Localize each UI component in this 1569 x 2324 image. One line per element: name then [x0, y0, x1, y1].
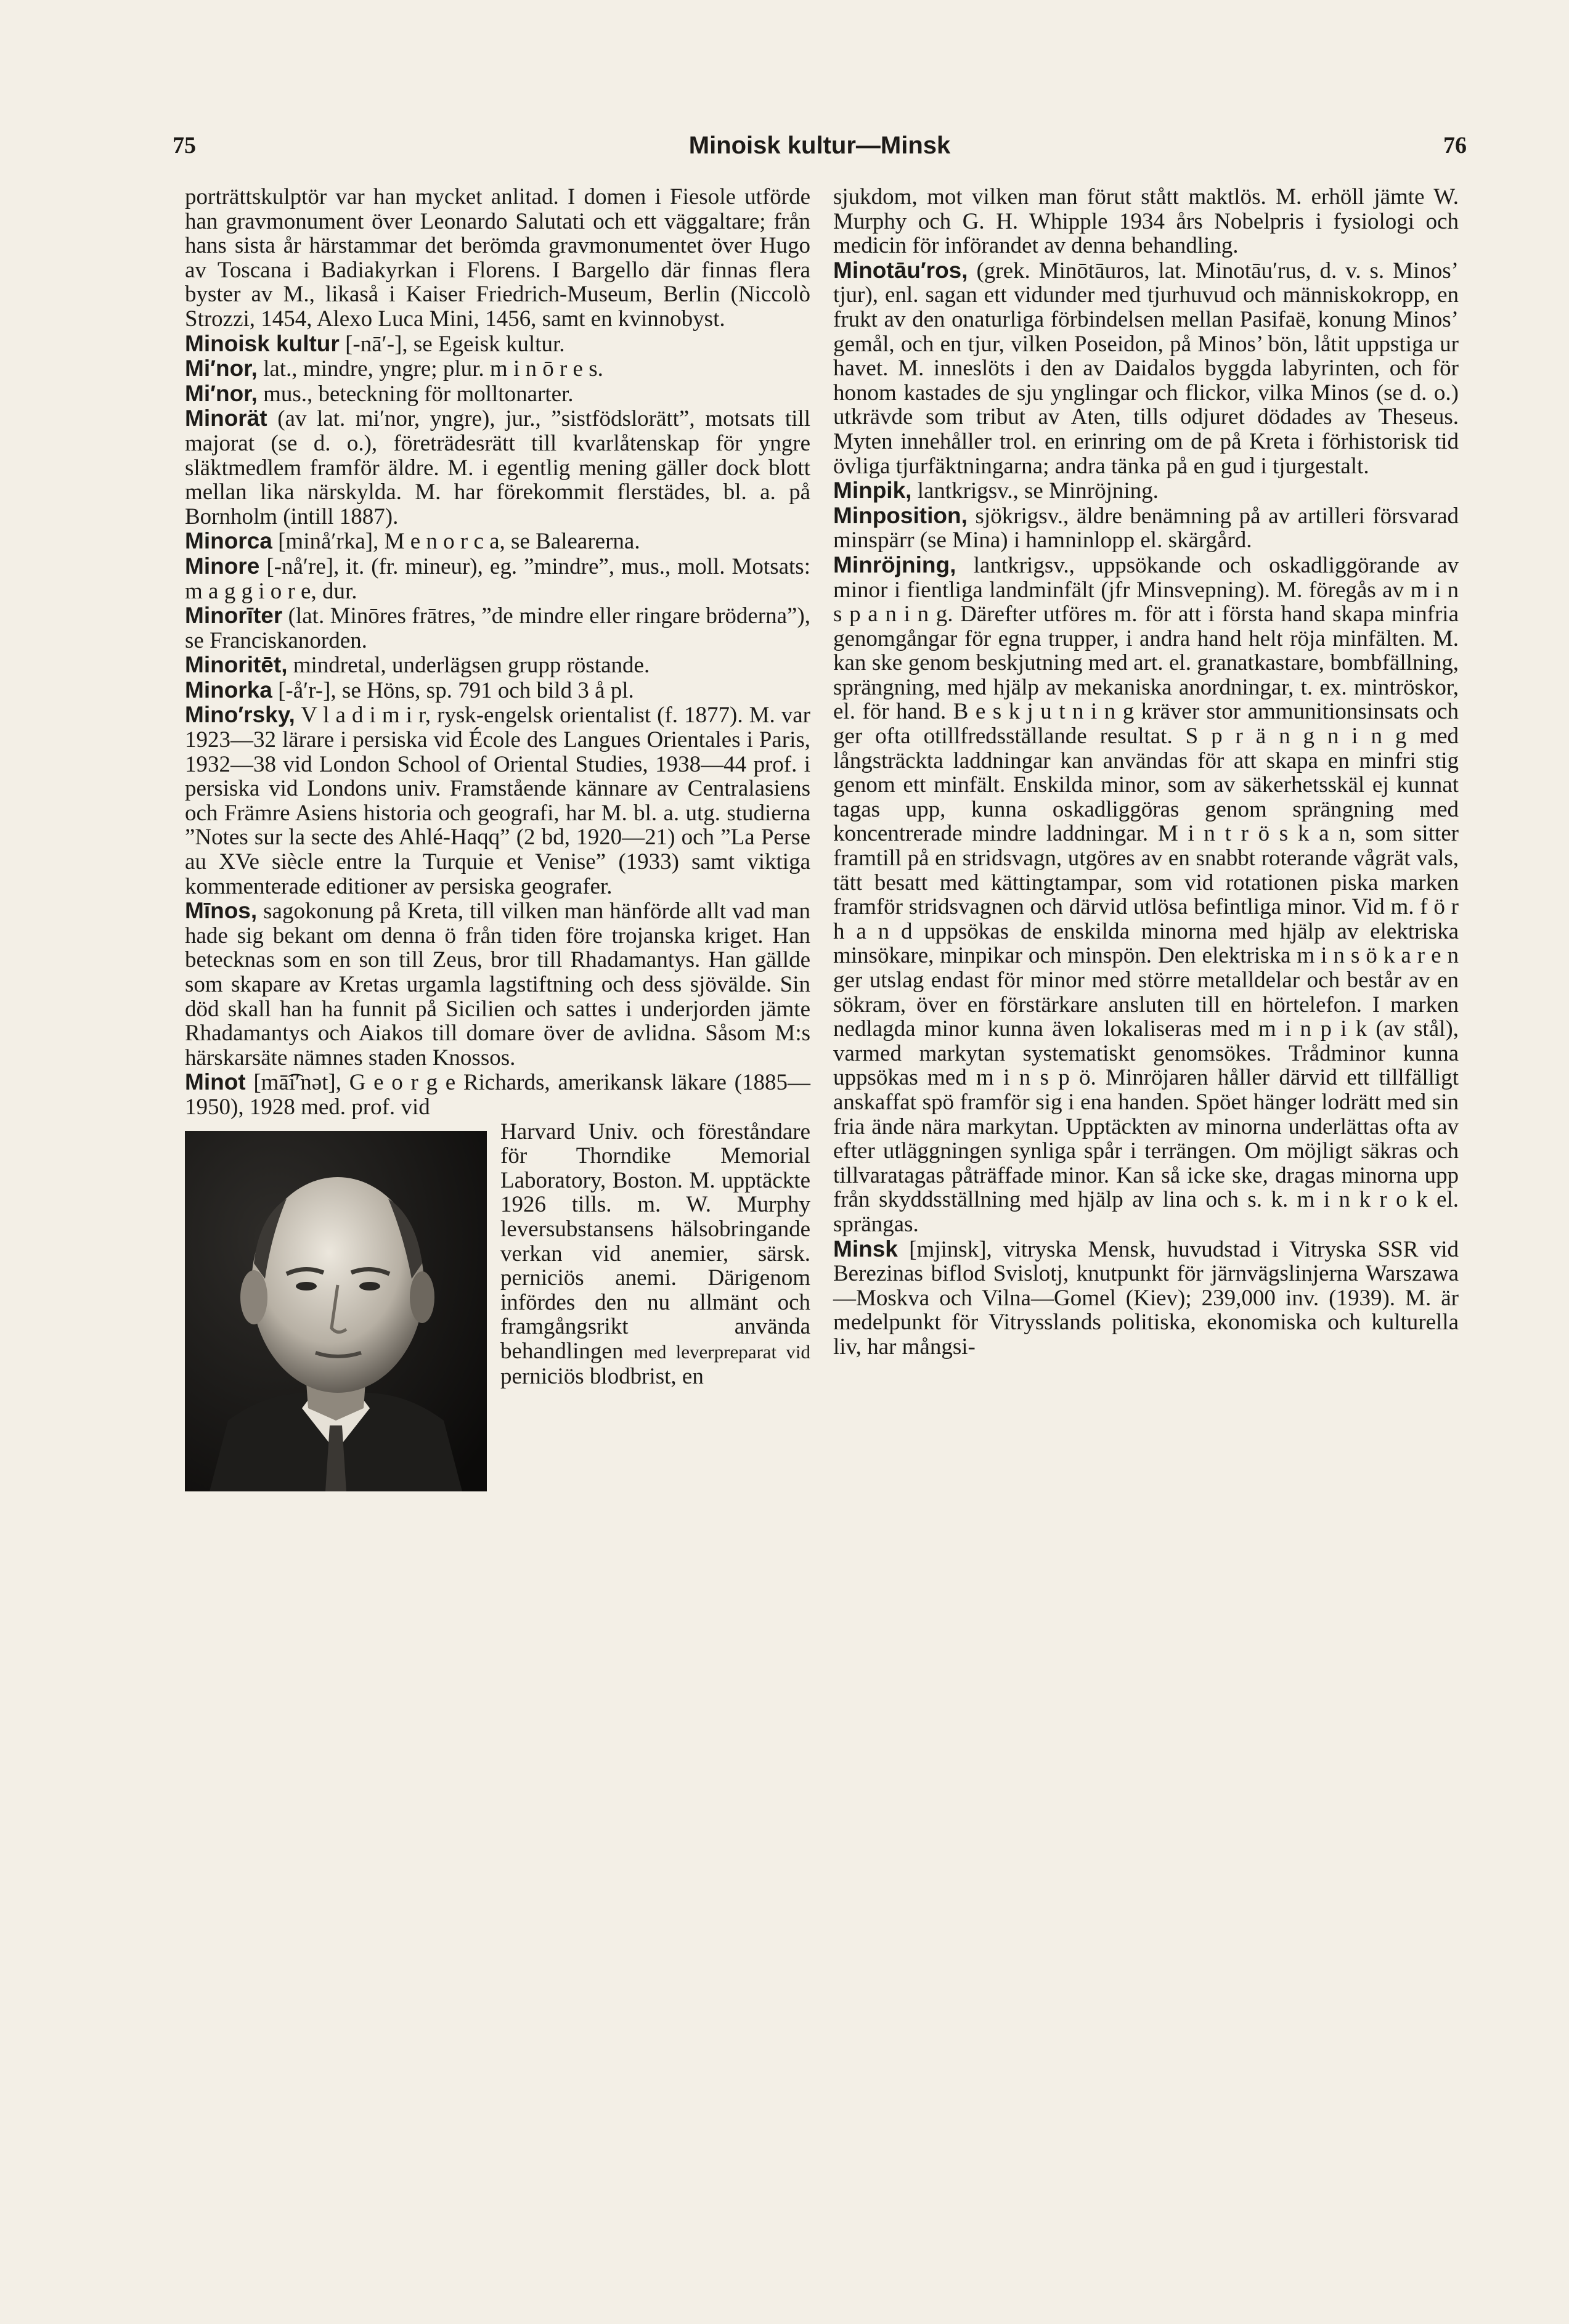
left-column: [185, 185, 810, 1491]
page-number-left: 75: [173, 133, 196, 158]
headword: Mino′rsky,: [185, 702, 295, 728]
entry-minorca: [185, 529, 810, 554]
entry-minor-lat: [185, 356, 810, 381]
headword: Minorca: [185, 528, 272, 554]
entry-text: [-å′r-], se Höns, sp. 791 och bild 3 å pl.: [272, 677, 634, 703]
entry-text: [-nå′re], it. (fr. mineur), eg. ”mindre”, mus., moll. Motsats: m a g g i o r e, dur.: [185, 553, 810, 604]
entry-text-small: med leverpreparat vid: [634, 1340, 810, 1363]
entry-continuation: [833, 185, 1459, 258]
headword: Minposition,: [833, 502, 968, 528]
page-number-right: 76: [1443, 133, 1467, 158]
entry-text: (av lat. mi′nor, yngre), jur., ”sistfödslorätt”, motsats till majorat (se d. o.), företrädesrätt till kvarlåtenskap för yngre släktmedlem framför äldre. M. i egentlig mening gäller dock blott mellan lika närskylda. M. har förekommit flerstädes, bl. a. på Bornholm (intill 1887).: [185, 406, 810, 529]
entry-minposition: [833, 504, 1459, 553]
running-title: Minoisk kultur—Minsk: [688, 132, 951, 159]
entry-minoisk-kultur: [185, 332, 810, 357]
entry-minorsky: [185, 703, 810, 899]
entry-text: [mā͡i′nət], G e o r g e Richards, amerikansk läkare (1885—1950), 1928 med. prof. vid: [185, 1070, 810, 1120]
headword: Minröjning,: [833, 552, 956, 577]
entry-text: [mjinsk], vitryska Mensk, huvudstad i Vitryska SSR vid Berezinas biflod Svislotj, knutpunkt för järnvägslinjerna Warszawa—Moskva och Vilna—Gomel (Kiev); 239,000 inv. (1939). M. är medelpunkt för Vitrysslands politiska, ekonomiska och kulturella liv, har mångsi-: [833, 1236, 1459, 1360]
headword: Mi′nor,: [185, 356, 258, 381]
entry-minoriter: [185, 603, 810, 653]
entry-minor-mus: [185, 381, 810, 407]
entry-text: V l a d i m i r, rysk-engelsk orientalist (f. 1877). M. var 1923—32 lärare i persiska vid École des Langues Orientales i Paris, 1932—38 vid London School of Oriental Studies, 1938—44 prof. i persiska vid Londons univ. Framstående kännare av Centralasiens och Främre Asiens historia och geografi, har M. bl. a. utg. studierna ”Notes sur la secte des Ahlé-Haqq” (2 bd, 1920—21) och ”La Perse au XVe siècle entre la Turquie et Venise” (1933) samt viktiga kommenterade editioner av persiska geografer.: [185, 703, 810, 899]
entry-text: lantkrigsv., se Minröjning.: [911, 478, 1159, 504]
headword: Minpik,: [833, 478, 912, 504]
headword: Minsk: [833, 1236, 898, 1262]
headword: Minorät: [185, 406, 267, 431]
headword: Mīnos,: [185, 898, 258, 924]
page-header: [173, 132, 1467, 169]
entry-text: perniciös blodbrist, en: [500, 1363, 704, 1389]
portrait-photo-icon: [185, 1131, 487, 1491]
entry-minotauros: [833, 258, 1459, 478]
entry-minoritet: [185, 653, 810, 678]
entry-minore: [185, 554, 810, 603]
entry-text: lat., mindre, yngre; plur. m i n ō r e s.: [257, 356, 603, 382]
headword: Minorka: [185, 677, 272, 703]
headword: Minoisk kultur: [185, 330, 340, 356]
entry-minot: [185, 1070, 810, 1119]
headword: Minore: [185, 553, 260, 579]
entry-text: sjökrigsv., äldre benämning på av artilleri försvarad minspärr (se Mina) i hamninlopp el. skärgård.: [833, 503, 1459, 553]
entry-text: mindretal, underlägsen grupp röstande.: [287, 653, 650, 679]
entry-text: (grek. Minōtāuros, lat. Minotāu′rus, d. v. s. Minos’ tjur), enl. sagan ett vidunder med tjurhuvud och människokropp, en frukt av den onaturliga förbindelsen mellan Pasifaë, konung Minos’ gemål, och en tjur, vilken Poseidon, på Minos’ bön, låtit uppstiga ur havet. M. inneslöts i den av Daidalos byggda labyrinten, och för honom kastades de sju ynglingar och flickor, vilka Minos (se d. o.) utkrävde som tribut av Aten, tills odjuret dödades av Theseus. Myten innehåller trol. en erinring om de på Kreta i förhistorisk tid övliga tjurfäktningarna; andra tänka på en gud i tjurgestalt.: [833, 258, 1459, 479]
right-column: [833, 185, 1459, 1360]
entry-continuation: [185, 185, 810, 332]
portrait-photo-svg: [185, 1131, 487, 1491]
entry-text: sagokonung på Kreta, till vilken man hänförde allt vad man hade sig bekant om denna ö från tiden före trojanska kriget. Han betecknas som en son till Zeus, bror till Rhadamantys. Han gällde som skapare av Kretas urgamla lagstiftning och dess sjövälde. Sin död skall han ha funnit på Sicilien och sattes i underjorden jämte Rhadamantys och Aiakos till domare över de avlidna. Såsom M:s härskarsäte nämnes staden Knossos.: [185, 899, 810, 1070]
entry-minsk: [833, 1237, 1459, 1360]
entry-minorka: [185, 678, 810, 703]
entry-minrojning: [833, 553, 1459, 1237]
entry-text: Harvard Univ. och föreståndare för Thorndike Memorial Laboratory, Boston. M. upptäckte 1926 tills. m. W. Murphy leversubstansens hälsobringande verkan vid anemier, särsk. perniciös anemi. Därigenom infördes den nu allmänt och framgångsrikt använda behandlingen: [500, 1119, 810, 1364]
headword: Minot: [185, 1069, 246, 1095]
entry-text: [-nā′-], se Egeisk kultur.: [339, 331, 565, 357]
headword: Minotāu′ros,: [833, 257, 968, 283]
headword: Minorīter: [185, 603, 283, 629]
entry-minos: [185, 899, 810, 1070]
headword: Minoritēt,: [185, 652, 288, 678]
entry-text: (lat. Minōres frātres, ”de mindre eller ringare bröderna”), se Franciskanorden.: [185, 603, 810, 653]
photo-block: [185, 1120, 810, 1389]
entry-minpik: [833, 478, 1459, 504]
portrait-frame: [185, 1131, 487, 1491]
entry-text: lantkrigsv., uppsökande och oskadliggörande av minor i fientliga landminfält (jfr Minsvepning). M. föregås av m i n s p a n i n g. Därefter utföres m. för att i första hand skapa minfria genomgångar för egna trupper, i andra hand helt röja minfälten. M. kan ske genom beskjutning med art. el. granatkastare, bombfällning, sprängning, med hjälp av mekaniska anordningar, t. ex. mintröskor, el. för hand. B e s k j u t n i n g kräver stor ammunitionsinsats och ger ofta otillfredsställande resultat. S p r ä n g n i n g med långsträckta laddningar kan användas för att skapa en minfri stig genom ett minfält. Enskilda minor, som av säkerhetsskäl ej kunnat tagas upp, kunna oskadliggöras genom sprängning med koncentrerade mindre laddningar. M i n t r ö s k a n, som sitter framtill på en stridsvagn, utgöres av en snabbt roterande vågrät vals, tätt besatt med kättingtampar, som vid rotationen piska marken framför stridsvagnen och därvid utlösa befintliga minor. Vid m. f ö r h a n d uppsökas de enskilda minorna med hjälp av elektriska minsökare, minpikar och minspön. Den elektriska m i n s ö k a r e n ger utslag endast för minor med större metalldelar och består av en sökram, över en förstärkare ansluten till en hörtelefon. I marken nedlagda minor kunna även lokaliseras med m i n p i k (av stål), varmed markytan systematiskt genomsökes. Trådminor kunna uppsökas med m i n s p ö. Minröjaren håller därvid ett tillfälligt anskaffat spö framför sig i ena handen. Spöet hänger lodrätt med sin fria ände nära markytan. Upptäckten av minorna underlättas ofta av efter utläggningen synliga spår i terrängen. Om möjligt säkras och tillvaratagas påträffade minor. Kan så icke ske, dragas minorna upp från skyddsställning med hjälp av lina och s. k. m i n k r o k el. sprängas.: [833, 552, 1459, 1237]
entry-text: [minå′rka], M e n o r c a, se Balearerna.: [272, 529, 640, 555]
entry-text: porträttskulptör var han mycket anlitad. I domen i Fiesole utförde han gravmonument över Leonardo Salutati och ett väggaltare; från hans sista år härstammar det berömda gravmonumentet över Hugo av Toscana i Badiakyrkan i Florens. I Bargello där finnas flera byster av M., likaså i Kaiser Friedrich-Museum, Berlin (Niccolò Strozzi, 1454, Alexo Luca Mini, 1456, samt en kvinnobyst.: [185, 184, 810, 332]
entry-text: mus., beteckning för molltonarter.: [257, 381, 574, 407]
entry-minorat: [185, 406, 810, 529]
entry-text: sjukdom, mot vilken man förut stått maktlös. M. erhöll jämte W. Murphy och G. H. Whipple 1934 års Nobelpris i fysiologi och medicin för införandet av denna behandling.: [833, 184, 1459, 259]
headword: Mi′nor,: [185, 380, 258, 406]
